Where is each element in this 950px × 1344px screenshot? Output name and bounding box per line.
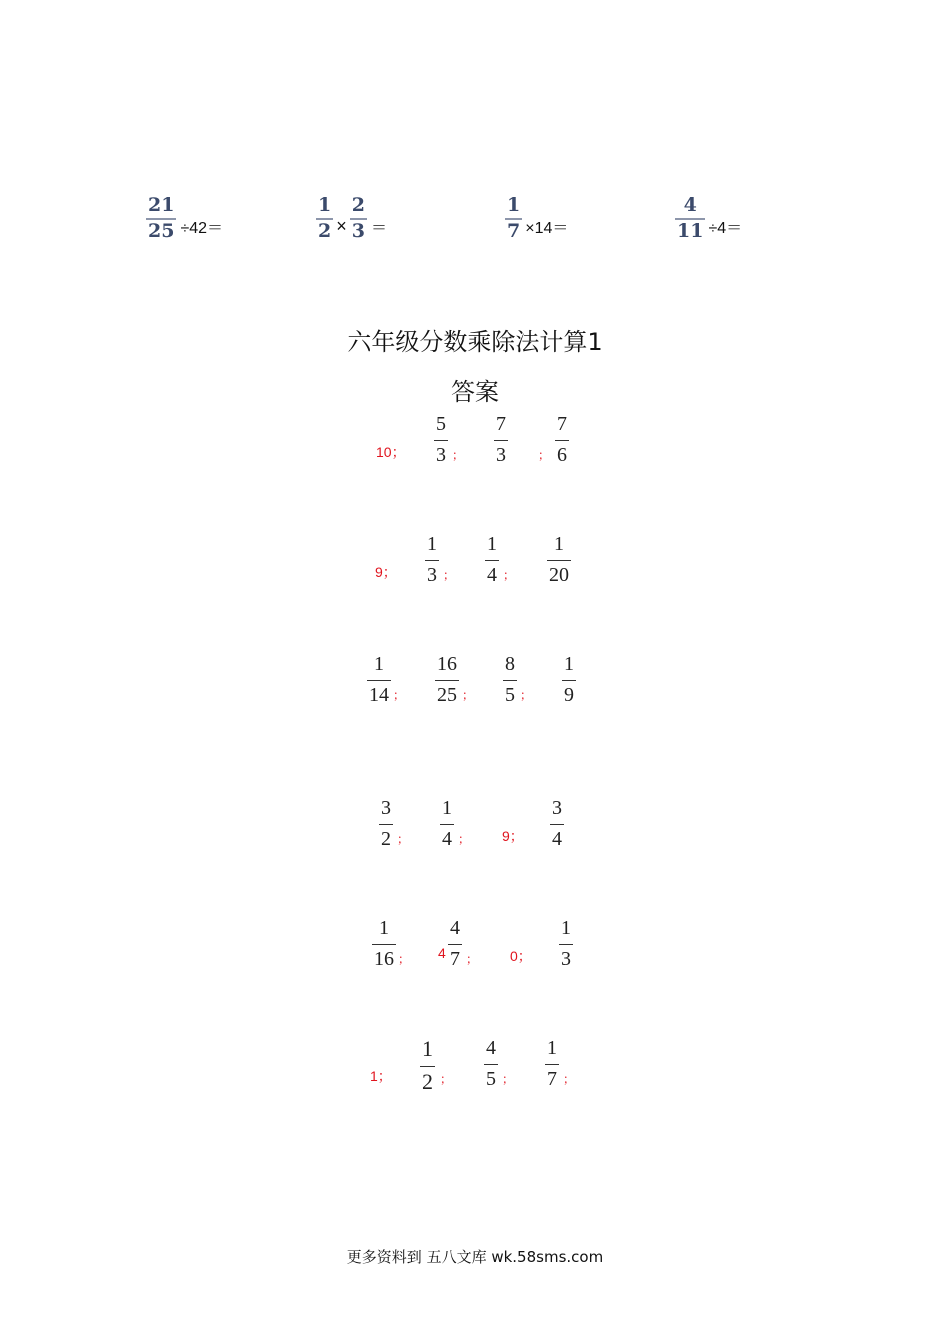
answer-fraction: 1 9 [564,653,574,706]
answer-fraction: 8 5 [505,653,515,706]
problem-2 [316,196,387,241]
answer-fraction: 5 3 [436,413,446,466]
answer-whole: 1； [370,1068,392,1084]
semicolon: ； [503,568,516,582]
answer-whole: 10； [376,444,406,460]
mixed-number-whole: 4 [438,945,446,961]
problem-3 [505,196,568,241]
answer-fraction: 1 4 [487,533,497,586]
semicolon: ； [458,832,471,846]
semicolon: ； [563,1072,576,1086]
fraction: $\frac{21}{25}$ [148,194,175,242]
operator-text: ×14＝ [525,220,569,237]
answer-fraction: 7 3 [496,413,506,466]
problem-1 [146,196,223,241]
semicolon: ； [466,952,479,966]
semicolon: ； [393,688,406,702]
semicolon: ； [443,568,456,582]
answer-fraction: 1 14 [369,653,389,706]
semicolon: ； [440,1072,453,1086]
answer-fraction: 1 16 [374,917,394,970]
answer-whole: 0； [510,948,532,964]
answer-fraction: 7 6 [557,413,567,466]
answer-heading: 答案 [451,378,499,406]
multiply-sign: × [336,216,347,236]
semicolon: ； [538,448,551,462]
answer-whole: 9； [375,564,397,580]
operator-text: ÷4＝ [708,220,743,237]
page-title: 六年级分数乘除法计算1 [347,328,603,356]
semicolon: ； [397,832,410,846]
answer-fraction: 4 5 [486,1037,496,1090]
answer-whole: 9； [502,828,524,844]
answer-fraction: 3 4 [552,797,562,850]
answer-fraction: 4 7 [450,917,460,970]
answer-fraction: 1 7 [547,1037,557,1090]
answer-fraction: 1 4 [442,797,452,850]
operator-text: ＝ [370,220,387,237]
fraction: $\frac{2}{3}$ [351,194,365,242]
semicolon: ； [520,688,533,702]
answer-fraction: 1 2 [422,1036,433,1094]
semicolon: ； [398,952,411,966]
semicolon: ； [502,1072,515,1086]
operator-text: ÷42＝ [180,220,224,237]
fraction: $\frac{4}{11}$ [677,194,704,242]
answer-fraction: 1 3 [427,533,437,586]
fraction: $\frac{1}{7}$ [507,194,521,242]
answer-fraction: 16 25 [437,653,457,706]
footer-text: 更多资料到 五八文库 wk.58sms.com [346,1248,604,1266]
answer-fraction: 1 20 [549,533,569,586]
semicolon: ； [462,688,475,702]
fraction: $\frac{1}{2}$ [318,194,332,242]
answer-fraction: 1 3 [561,917,571,970]
answer-fraction: 3 2 [381,797,391,850]
problem-4 [675,196,742,241]
semicolon: ； [452,448,465,462]
